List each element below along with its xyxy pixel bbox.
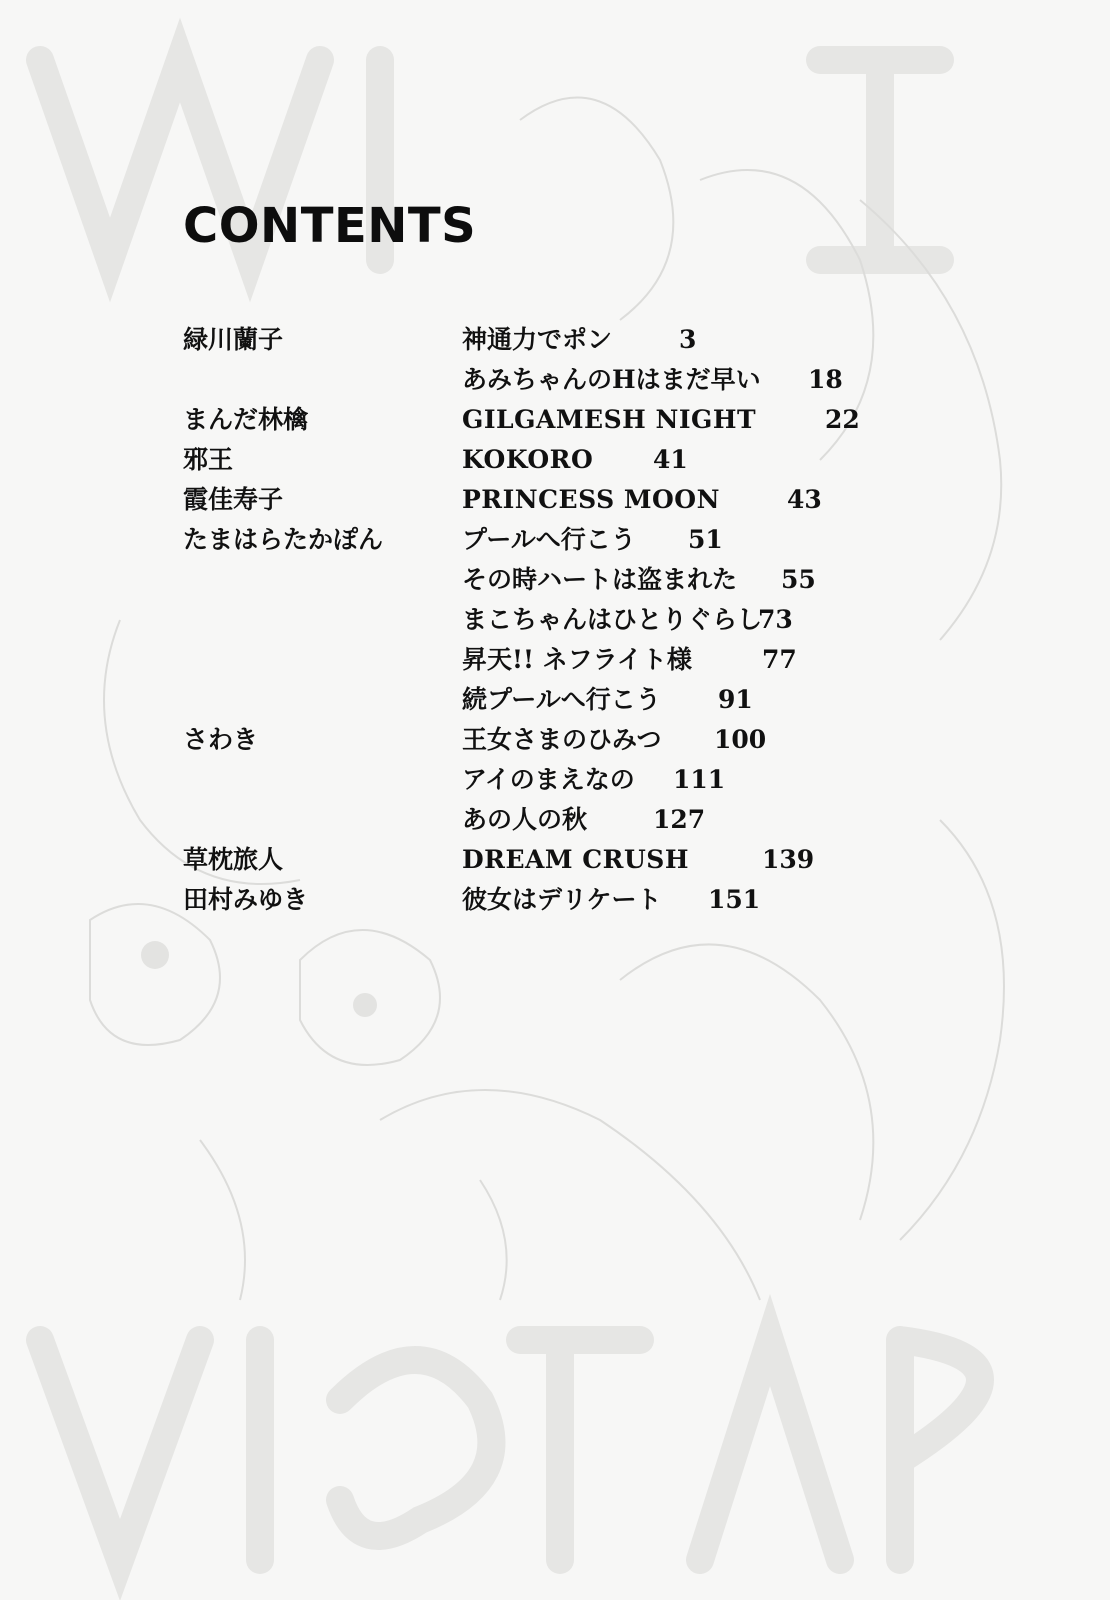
story-title: アイのまえなの [462, 765, 635, 794]
author-name: さわき [183, 725, 259, 754]
list-item [0, 400, 1110, 440]
list-item [0, 840, 1110, 880]
story-title: 続プールへ行こう [462, 685, 661, 714]
author-name: まんだ林檎 [183, 405, 309, 434]
story-title: まこちゃんはひとりぐらし [462, 605, 763, 634]
list-item [0, 880, 1110, 920]
list-item [0, 480, 1110, 520]
author-name: 田村みゆき [183, 885, 309, 914]
author-name: 草枕旅人 [183, 845, 284, 874]
page-number: 73 [758, 605, 793, 634]
story-title: 彼女はデリケート [462, 885, 662, 914]
author-name: 緑川蘭子 [183, 325, 284, 354]
story-title: あの人の秋 [462, 805, 588, 834]
page-number: 18 [808, 365, 843, 394]
list-item [0, 320, 1110, 360]
story-title: PRINCESS MOON [462, 485, 720, 514]
story-title: GILGAMESH NIGHT [462, 405, 757, 434]
page-number: 51 [688, 525, 723, 554]
page-number: 22 [825, 405, 860, 434]
story-title: DREAM CRUSH [462, 845, 689, 874]
page-number: 41 [653, 445, 688, 474]
author-name: 邪王 [183, 445, 234, 474]
page-number: 100 [714, 725, 767, 754]
page-number: 151 [708, 885, 761, 914]
page-number: 111 [673, 765, 726, 794]
list-item [0, 560, 1110, 600]
page-number: 55 [781, 565, 816, 594]
page-number: 91 [718, 685, 753, 714]
page-number: 77 [762, 645, 797, 674]
list-item [0, 760, 1110, 800]
page-number: 3 [679, 325, 697, 354]
author-name: たまはらたかぽん [183, 525, 384, 554]
story-title: その時ハートは盗まれた [462, 565, 738, 594]
list-item [0, 440, 1110, 480]
list-item [0, 640, 1110, 680]
story-title: あみちゃんのHはまだ早い [462, 365, 761, 394]
story-title: プールへ行こう [462, 525, 636, 554]
list-item [0, 680, 1110, 720]
story-title: 昇天!! ネフライト様 [462, 645, 692, 674]
list-item [0, 360, 1110, 400]
story-title: KOKORO [462, 445, 594, 474]
author-name: 霞佳寿子 [183, 485, 284, 514]
page-number: 43 [787, 485, 822, 514]
list-item [0, 800, 1110, 840]
story-title: 王女さまのひみつ [462, 725, 662, 754]
list-item [0, 600, 1110, 640]
list-item [0, 520, 1110, 560]
list-item [0, 720, 1110, 760]
page-number: 127 [653, 805, 706, 834]
page-number: 139 [762, 845, 815, 874]
story-title: 神通力でポン [462, 325, 613, 354]
page-title: CONTENTS [183, 198, 477, 254]
